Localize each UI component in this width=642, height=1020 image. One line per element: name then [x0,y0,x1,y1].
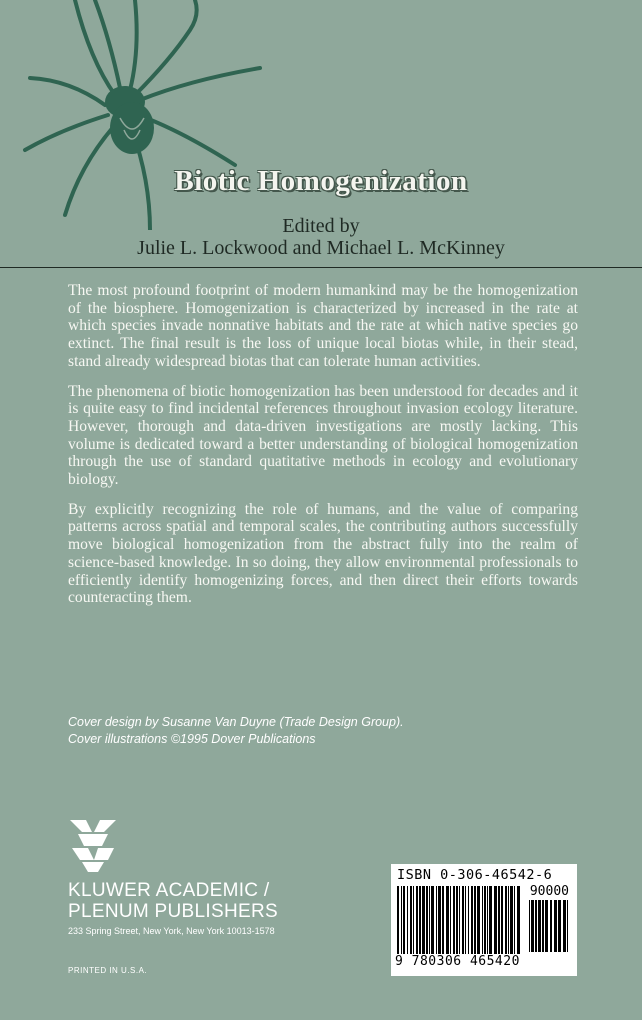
barcode-bar [416,886,418,954]
barcode-bar [471,886,473,954]
barcode-bar [535,900,537,952]
publisher-line-2: PLENUM PUBLISHERS [68,901,278,922]
barcode-bar [410,886,412,954]
barcode-bar [531,900,534,952]
barcode-bar [474,886,476,954]
description-paragraph-1: The most profound footprint of modern humankind may be the homogenization of the biosphere. Homogenization is characterized by increased in the rate at which species invade nonnative habitats and the rate at which native species go extinct. The final result is the loss of unique local biotas while, in their stead, stand already widespread biotas that can tolerate human activities. [68,282,578,370]
barcode-bar [501,886,503,954]
addon-barcode [529,900,571,952]
description-paragraph-2: The phenomena of biotic homogenization has been understood for decades and it is quite easy to find incidental references throughout invasion ecology literature. However, thorough and data-driven investigations are mostly lacking. This volume is dedicated toward a better understanding of biological homogenization through the use of standard quatitative methods in ecology and evolutionary biology. [68,382,578,489]
book-description [68,282,578,619]
printed-in-label: PRINTED IN U.S.A. [68,966,148,975]
barcode-bar [563,900,566,952]
price-addon-text: 90000 [529,884,569,899]
description-paragraph-3: By explicitly recognizing the role of humans, and the value of comparing patterns across spatial and temporal scales, the contributing authors successfully move biological homogenization from the abstract fully into the realm of science-based knowledge. In so doing, they allow environmental professionals to efficiently identify homogenizing forces, and then direct their efforts towards counteracting them. [68,500,578,607]
barcode-bar [545,900,548,952]
isbn-text: ISBN 0-306-46542-6 [397,867,553,883]
barcode-bar [542,900,544,952]
barcode-bar [538,900,541,952]
barcode-bar [554,900,557,952]
barcode-bar [403,886,405,954]
barcode-bar [505,886,507,954]
barcode-bar [462,886,464,954]
barcode-bar [407,886,408,954]
barcode-bar [514,886,515,954]
cover-design-credit: Cover design by Susanne Van Duyne (Trade Design Group). [68,715,404,729]
cover-illustration-credit: Cover illustrations ©1995 Dover Publications [68,732,316,746]
editors-names: Julie L. Lockwood and Michael L. McKinney [137,237,505,259]
barcode-bar [508,886,509,954]
publisher-name [68,880,278,922]
barcode-bar [482,886,483,954]
barcode-bar [436,886,437,954]
barcode-bar [431,886,434,954]
barcode-bar [397,886,399,954]
publisher-line-1: KLUWER ACADEMIC / [68,880,270,901]
barcode-bar [477,886,480,954]
publisher-address: 233 Spring Street, New York, New York 10013-1578 [68,926,275,936]
barcode-bar [442,886,444,954]
barcode-bar [529,900,530,952]
barcode-bar [422,886,425,954]
barcode-bar [468,886,469,954]
barcode-bar [401,886,402,954]
kluwer-logo-icon [68,818,118,874]
book-title: Biotic Homogenization [174,165,468,197]
barcode-bar [459,886,460,954]
barcode-bar [567,900,568,952]
barcode-bar [489,886,492,954]
divider-line [0,267,642,268]
barcode-bar [510,886,513,954]
barcode-bar [446,886,449,954]
barcode-bar [498,886,500,954]
barcode-bar [465,886,466,954]
barcode-bar [426,886,428,954]
barcode-bar [484,886,486,954]
edited-by-label: Edited by [282,215,360,237]
barcode-bar [419,886,421,954]
barcode-panel [391,864,577,976]
barcode-bar [450,886,451,954]
barcode-bar [429,886,430,954]
barcode-bar [456,886,458,954]
barcode-bar [494,886,497,954]
barcode-bar [517,886,520,954]
barcode-bar [413,886,414,954]
barcode-bar [453,886,455,954]
ean-barcode [397,886,523,954]
barcode-bar [487,886,488,954]
cover-credits [68,714,404,748]
ean-number: 9 780306 465420 [395,954,520,969]
barcode-bar [550,900,552,952]
barcode-bar [438,886,441,954]
barcode-bar [558,900,561,952]
